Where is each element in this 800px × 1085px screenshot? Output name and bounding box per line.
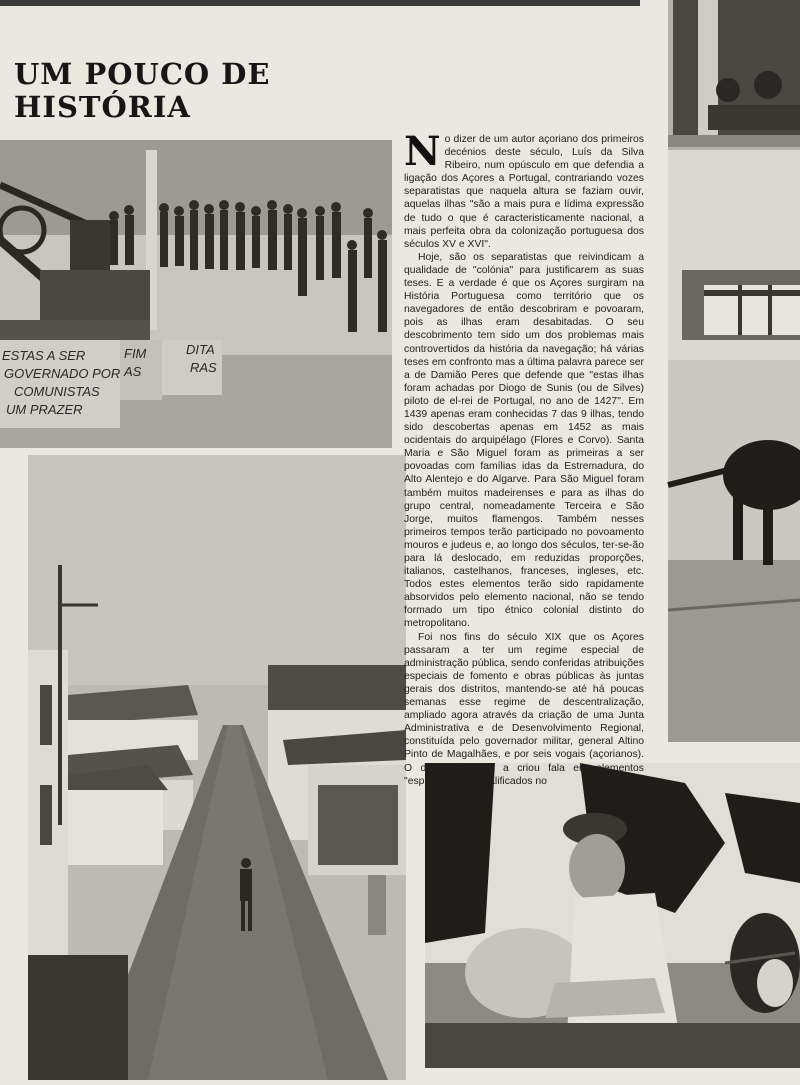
- title-line-1: UM POUCO DE: [14, 57, 271, 91]
- article-paragraph-1-text: o dizer de um autor açoriano dos primeiros decénios deste século, Luís da Silva Ribeiro, num opúsculo em que defendia a ligação dos Açores a Portugal, contrariando vozes separatistas que naquela altura se faziam ouvir, aquelas ilhas "são a mais pura e lídima expressão de tudo o que é caracteristicamente nacional, a mais perfeita obra da colonização portuguesa dos séculos XV e XVI".: [404, 134, 644, 250]
- graffiti-line-1: ESTAS A SER: [2, 348, 86, 363]
- photo-man-cow: [425, 763, 800, 1068]
- drop-cap: N: [404, 128, 441, 175]
- photo-window-bull-image: [668, 0, 800, 742]
- article-paragraph-3: Foi nos fins do século XIX que os Açores passaram a ter um regime especial de administração pública, sendo conferidas atribuições especiais de fomento e obras públicas às juntas gerais dos distritos, mantendo-se até há poucas semanas esse regime de descentralização, ampliado agora através da criação de uma Junta Administrativa e de Desenvolvimento Regional, constituída pelo governador militar, general Altino Pinto de Magalhães, e por seis vogais (açorianos). O decreto-lei que a criou fala em elementos "especialmente qualificados no: [404, 631, 644, 787]
- photo-village-street: [28, 455, 406, 1080]
- article-title: [14, 58, 314, 124]
- graffiti-line-3: COMUNISTAS: [14, 384, 100, 399]
- photo-window-bull: [668, 0, 800, 742]
- graffiti-line-2: GOVERNADO POR: [4, 366, 121, 381]
- photo-man-cow-image: [425, 763, 800, 1068]
- photo-village-street-image: [28, 455, 406, 1080]
- graffiti-box-right-1: DITA: [186, 342, 215, 357]
- photo-crowd-graffiti: [0, 140, 392, 448]
- graffiti-box-left-1: FIM: [124, 346, 147, 361]
- top-rule: [0, 0, 640, 6]
- article-paragraph-1: [404, 128, 644, 251]
- article-body: [404, 128, 644, 787]
- graffiti-box-left-2: AS: [124, 364, 142, 379]
- graffiti-box-right-2: RAS: [190, 360, 217, 375]
- graffiti-line-4: UM PRAZER: [6, 402, 83, 417]
- photo-crowd-graffiti-image: [0, 140, 392, 448]
- title-line-2: HISTÓRIA: [14, 90, 191, 124]
- article-paragraph-2: Hoje, são os separatistas que reivindicam a qualidade de "colónia" para justificarem as suas teses. E a verdade é que os Açores surgiram na História Portuguesa como território que os navegadores de então descobriram e povoaram, pois as ilhas eram desabitadas. O seu descobrimento tem sido um dos problemas mais controvertidos da história da navegação; há várias teses em confronto mas a última palavra parece ser a de Damião Peres que defende que "estas ilhas foram achadas por Diogo de Sunis (ou de Silves) piloto de el-rei de Portugal, no ano de 1427". Em 1439 apenas eram conhecidas 7 das 9 ilhas, tendo sido descobertas apenas em 1452 as mais ocidentais do arquipélago (Flores e Corvo). Santa Maria e São Miguel foram as primeiras a ser povoadas com famílias idas da Estremadura, do Alto Alentejo e do Algarve. Para São Miguel foram também muitos madeirenses e para as ilhas do grupo central, nomeadamente Terceira e São Jorge, muitos flamengos. Também nesses primeiros tempos terão participado no povoamento mouros e judeus e, ao longo dos séculos, ter-se-ão para lá deslocado, em reduzidas proporções, italianos, castelhanos, franceses, ingleses, etc. Todos estes elementos terão sido rapidamente absorvidos pelo elemento nacional, não se tendo formado um tipo étnico colonial distinto do metropolitano.: [404, 251, 644, 630]
